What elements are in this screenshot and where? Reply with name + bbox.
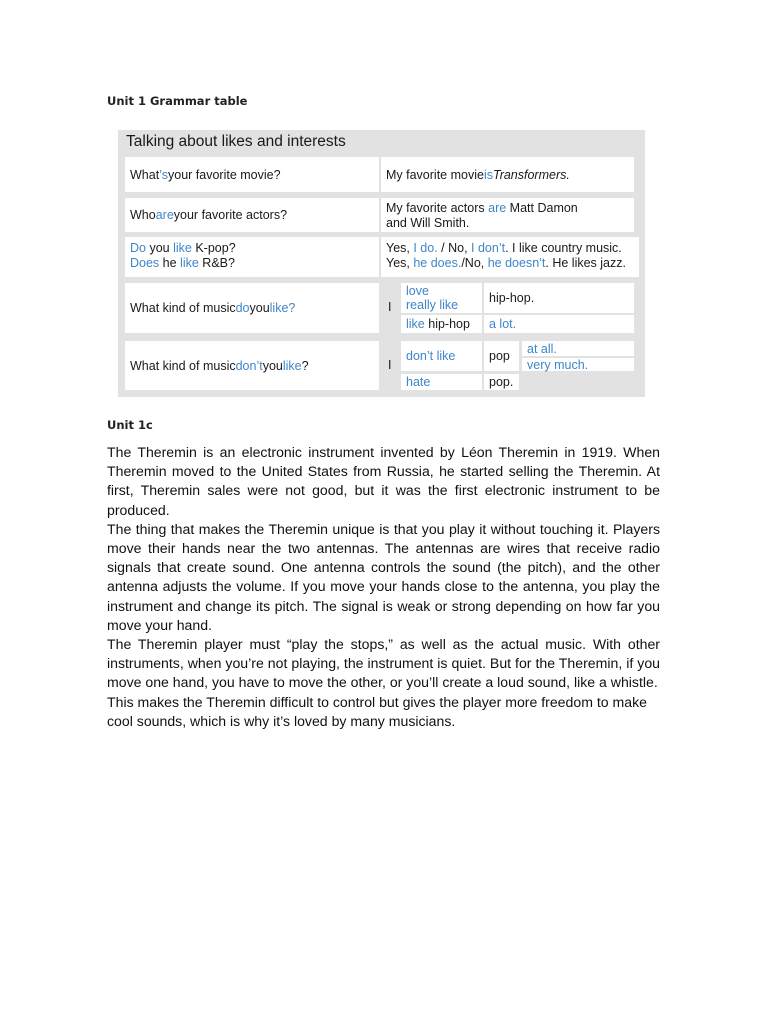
grammar-table xyxy=(118,130,645,397)
row3-question: Do you like K-pop? Does he like R&B? xyxy=(125,237,379,277)
row1-question: What ’s your favorite movie? xyxy=(125,157,379,192)
paragraph-1: The Theremin is an electronic instrument invented by Léon Theremin in 1919. When Theremin moved to the United States from Russia, he started selling the Theremin. At first, Theremin sales were not good, but it was the first electronic instrument to be produced. xyxy=(107,444,660,518)
row2-question: Who are your favorite actors? xyxy=(125,198,379,232)
row5-object-pop: pop xyxy=(484,341,519,371)
row2-answer: My favorite actors are Matt Damon and Will Smith. xyxy=(381,198,634,232)
table-title: Talking about likes and interests xyxy=(126,133,346,150)
row5-question: What kind of music don’t you like ? xyxy=(125,341,379,390)
row4-question: What kind of music do you like? xyxy=(125,283,379,333)
row4-adverb: a lot. xyxy=(484,315,634,333)
row5-verb-dont-like: don’t like xyxy=(401,341,482,371)
row5-object-pop-period: pop. xyxy=(484,374,519,390)
row5-verb-hate: hate xyxy=(401,374,482,390)
row4-pronoun: I xyxy=(388,300,392,314)
row4-object: hip-hop. xyxy=(484,283,634,313)
paragraph-3: The Theremin player must “play the stops,” as well as the actual music. With other instruments, when you’re not playing, the instrument is quiet. But for the Theremin, if you move one hand, you have to move the other, or you’ll create a loud sound, like a whistle. xyxy=(107,636,660,691)
row3-answer: Yes, I do. / No, I don’t. I like country music. Yes, he does./No, he doesn’t. He likes jazz. xyxy=(381,237,639,277)
paragraph-4: This makes the Theremin difficult to control but gives the player more freedom to make cool sounds, which is why it’s loved by many musicians. xyxy=(107,693,647,729)
article-body xyxy=(107,443,660,731)
row4-like-hiphop: like hip-hop xyxy=(401,315,482,333)
row5-adverb-at-all: at all. xyxy=(522,341,634,356)
unit1c-heading: Unit 1c xyxy=(107,418,153,432)
row4-verbs: love really like xyxy=(401,283,482,313)
paragraph-2: The thing that makes the Theremin unique is that you play it without touching it. Players move their hands near the two antennas. The antennas are wires that receive radio signals that create sound. One antenna controls the sound (the pitch), and the other antenna adjusts the volume. If you move your hands close to the antenna, you play the instrument and change its pitch. The signal is weak or strong depending on how far you move your hand. xyxy=(107,520,660,633)
grammar-heading: Unit 1 Grammar table xyxy=(107,94,248,108)
row5-adverb-very-much: very much. xyxy=(522,358,634,371)
row5-pronoun: I xyxy=(388,358,392,372)
row1-answer: My favorite movie is Transformers. xyxy=(381,157,634,192)
